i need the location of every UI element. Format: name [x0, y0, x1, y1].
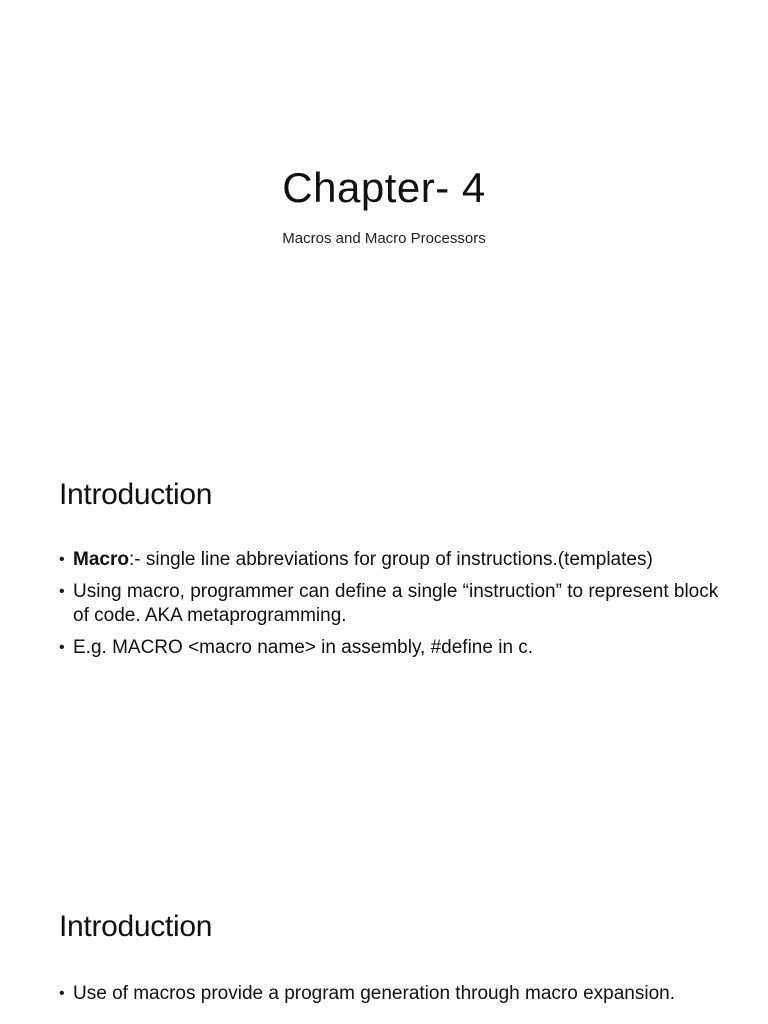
bullet-term: Macro: [73, 549, 129, 570]
slide-title-heading: Chapter- 4: [282, 164, 486, 211]
bullet-item: [59, 580, 719, 628]
bullet-item: [59, 636, 719, 660]
slide-introduction-1: [0, 432, 768, 864]
slide-heading: Introduction: [59, 478, 213, 511]
bullet-item: [59, 548, 719, 572]
bullet-icon: •: [59, 639, 65, 656]
slide-introduction-2: [0, 864, 768, 1024]
bullet-text: :- single line abbreviations for group of instructions.(templates): [128, 549, 653, 570]
slide-heading: Introduction: [59, 910, 213, 943]
bullet-icon: •: [59, 583, 65, 600]
bullet-text: Using macro, programmer can define a single “instruction” to represent block of code. AKA metaprogramming.: [73, 581, 719, 626]
bullet-text: Use of macros provide a program generation through macro expansion.: [73, 983, 675, 1004]
bullet-list: [59, 548, 719, 668]
slide-subtitle: Macros and Macro Processors: [282, 230, 486, 247]
slide-title: [0, 0, 768, 432]
bullet-item: [59, 982, 719, 1006]
bullet-icon: •: [59, 551, 65, 568]
bullet-list: [59, 982, 719, 1014]
bullet-text: E.g. MACRO <macro name> in assembly, #define in c.: [73, 637, 534, 658]
bullet-icon: •: [59, 985, 65, 1002]
